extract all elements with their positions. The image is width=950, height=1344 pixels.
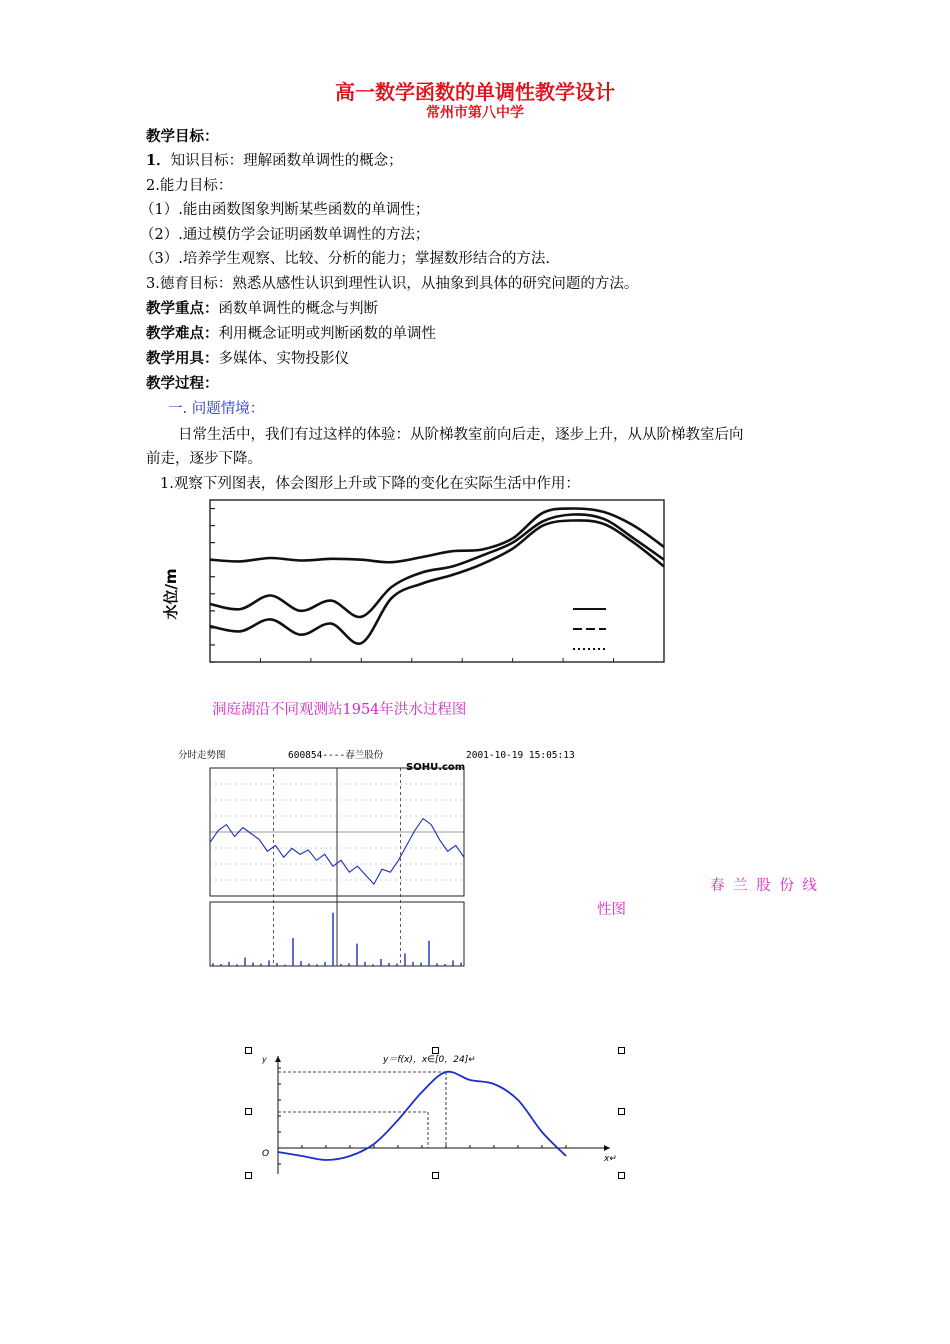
- item-1: 1.观察下列图表，体会图形上升或下降的变化在实际生活中作用：: [160, 476, 580, 492]
- goals-heading: 教学目标：: [146, 128, 219, 145]
- key-point: [146, 299, 378, 319]
- paragraph-1-line-1: 日常生活中，我们有过这样的体验：从阶梯教室前向后走，逐步上升，从从阶梯教室后向: [178, 427, 744, 443]
- goal-2-2: （2）.通过模仿学会证明函数单调性的方法；: [140, 227, 430, 243]
- key-point-text: 函数单调性的概念与判断: [218, 301, 378, 317]
- difficulty: [146, 324, 436, 344]
- flood-chart-frame: [210, 500, 664, 662]
- stock-header-left: 分时走势图: [178, 750, 226, 761]
- flood-series-line: [210, 520, 664, 643]
- x-axis-arrow-icon: [604, 1145, 610, 1151]
- y-axis-arrow-icon: [275, 1056, 281, 1062]
- key-point-label: 教学重点：: [146, 300, 219, 317]
- goal-3: 3.德育目标：熟悉从感性认识到理性认识，从抽象到具体的研究问题的方法。: [146, 276, 639, 292]
- process-heading: 教学过程：: [146, 375, 219, 392]
- stock-chart-caption-b: 性图: [597, 902, 626, 918]
- tools: [146, 349, 349, 369]
- flood-chart-caption: 洞庭湖沿不同观测站1954年洪水过程图: [212, 702, 467, 718]
- function-graph-ylabel: y: [262, 1055, 267, 1064]
- tools-text: 多媒体、实物投影仪: [218, 351, 349, 367]
- goal-2: 2.能力目标：: [146, 178, 233, 194]
- stock-watermark: SOHU.com: [406, 762, 466, 773]
- goal-1-text: 知识目标：理解函数单调性的概念；: [170, 153, 403, 169]
- difficulty-label: 教学难点：: [146, 325, 219, 342]
- section-1-heading: 一. 问题情境：: [168, 401, 265, 417]
- stock-header-right: 2001-10-19 15:05:13: [466, 750, 575, 761]
- flood-chart: [158, 494, 670, 694]
- function-graph-title: y＝f(x)，x∈[0，24]↵: [383, 1055, 476, 1065]
- flood-chart-legend: [573, 609, 606, 649]
- stock-header-mid: 600854----春兰股份: [288, 750, 384, 761]
- goal-1-number: 1．: [146, 152, 171, 169]
- function-graph-xlabel: x↵: [604, 1154, 617, 1164]
- stock-chart-caption-a: 春 兰 股 份 线: [710, 878, 819, 894]
- goal-2-1: （1）.能由函数图象判断某些函数的单调性；: [140, 202, 430, 218]
- goal-2-3: （3）.培养学生观察、比较、分析的能力；掌握数形结合的方法.: [140, 251, 550, 267]
- tools-label: 教学用具：: [146, 350, 219, 367]
- goal-1: [146, 151, 403, 171]
- flood-chart-plot-border: [210, 500, 664, 662]
- function-graph: [248, 1050, 620, 1176]
- function-graph-origin: O: [262, 1149, 270, 1159]
- difficulty-text: 利用概念证明或判断函数的单调性: [218, 326, 436, 342]
- document-title: 高一数学函数的单调性教学设计: [335, 80, 615, 104]
- paragraph-1-line-2: 前走，逐步下降。: [146, 451, 262, 467]
- flood-series-line: [210, 514, 664, 617]
- document-subtitle: 常州市第八中学: [426, 105, 524, 121]
- flood-chart-ylabel: 水位/m: [162, 568, 180, 620]
- stock-chart: [176, 744, 588, 980]
- stock-chart-frame: [210, 768, 464, 966]
